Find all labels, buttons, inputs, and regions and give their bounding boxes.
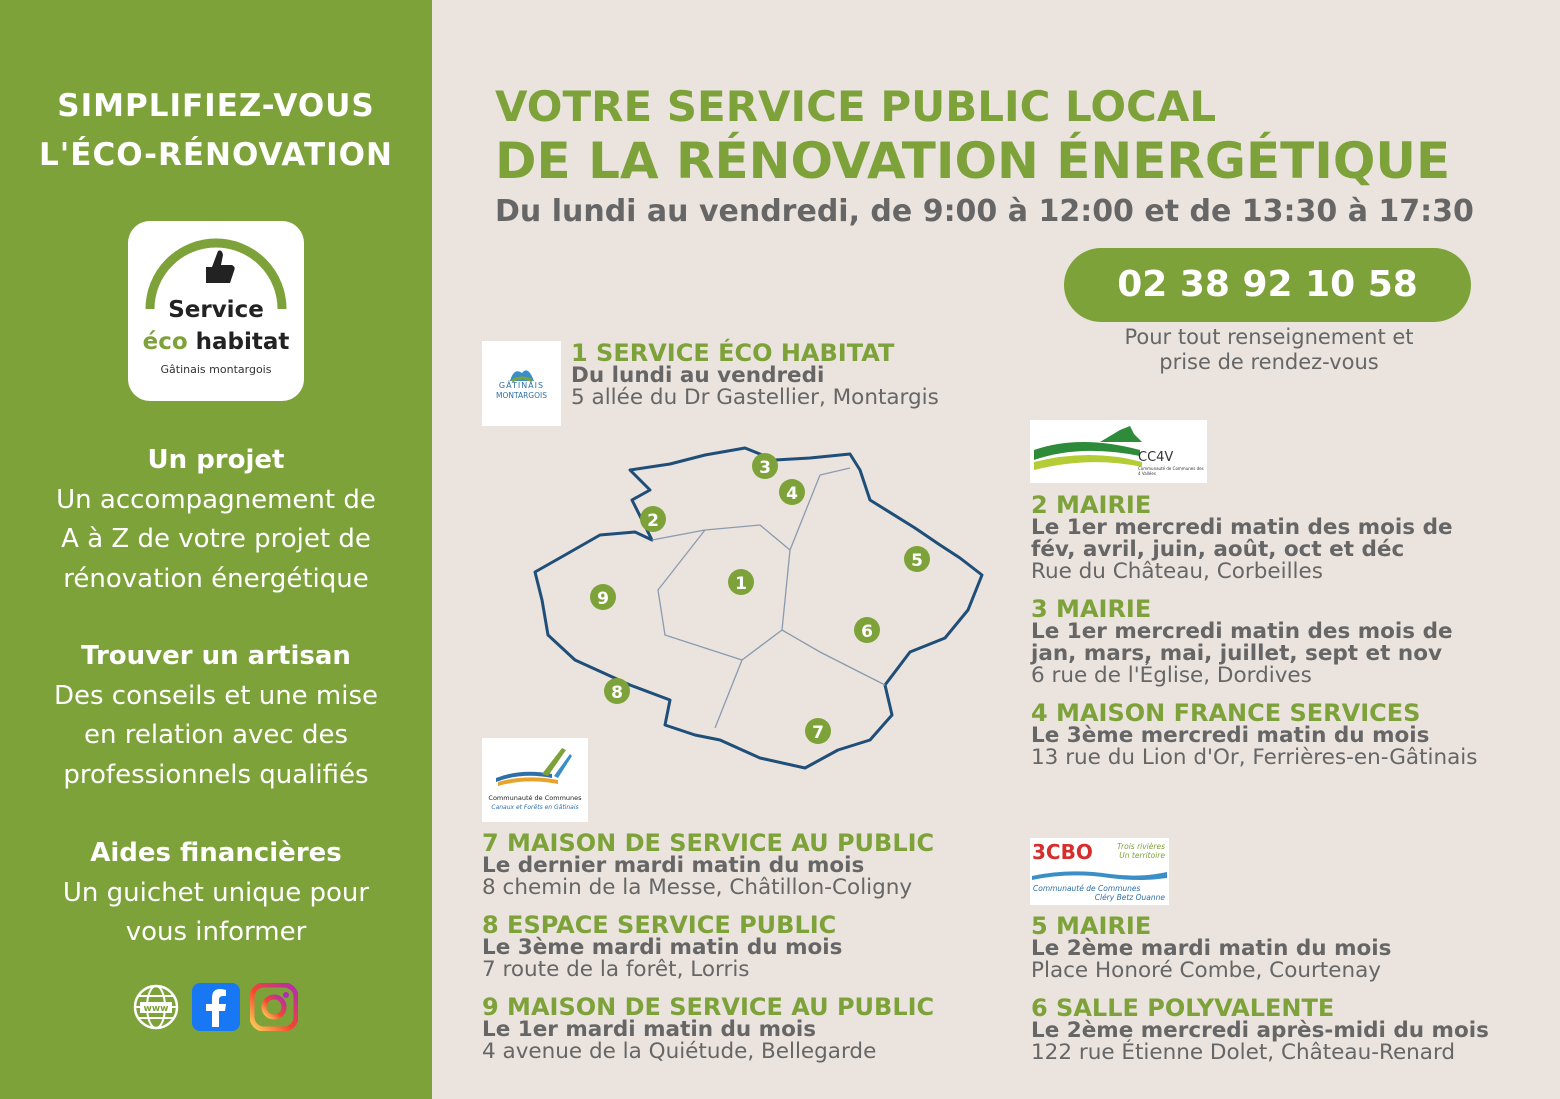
location-title: 4 MAISON FRANCE SERVICES (1031, 699, 1421, 727)
location-schedule: jan, mars, mai, juillet, sept et nov (1031, 641, 1442, 666)
location-3 (1031, 595, 1453, 688)
location-address: 13 rue du Lion d'Or, Ferrières-en-Gâtinais (1031, 745, 1478, 770)
logo-line1: Service (168, 297, 264, 323)
map-marker-8[interactable] (604, 678, 630, 704)
location-schedule: Le 2ème mercredi après-midi du mois (1031, 1018, 1489, 1043)
svg-text:1: 1 (735, 574, 747, 594)
map-marker-9[interactable] (590, 584, 616, 610)
location-schedule: Le 1er mercredi matin des mois de (1031, 515, 1453, 540)
svg-text:www: www (143, 1004, 169, 1014)
page-title-line1: VOTRE SERVICE PUBLIC LOCAL (495, 82, 1217, 131)
facebook-icon[interactable] (192, 983, 240, 1031)
map-marker-1[interactable] (728, 569, 754, 595)
sidebar-block-projet (0, 441, 432, 599)
location-title: 2 MAIRIE (1031, 491, 1152, 519)
location-address: Rue du Château, Corbeilles (1031, 559, 1323, 584)
location-schedule: fév, avril, juin, août, oct et déc (1031, 537, 1405, 562)
location-address: 5 allée du Dr Gastellier, Montargis (571, 385, 939, 410)
location-9 (482, 993, 935, 1064)
block-heading: Un projet (147, 445, 285, 475)
location-5 (1031, 912, 1392, 983)
location-address: 122 rue Étienne Dolet, Château-Renard (1031, 1040, 1456, 1065)
gatinais-line2: MONTARGOIS (495, 391, 547, 400)
logo-line2: éco habitat (142, 329, 290, 355)
location-title: 3 MAIRIE (1031, 595, 1152, 623)
sidebar (0, 0, 432, 1099)
3cbo-logo (1030, 838, 1169, 905)
canaux-line2: Canaux et Forêts en Gâtinais (491, 804, 579, 811)
page-title-line2: DE LA RÉNOVATION ÉNERGÉTIQUE (495, 132, 1451, 190)
3cbo-tag2: Un territoire (1119, 851, 1165, 860)
sidebar-block-artisan (0, 637, 432, 795)
social-links (132, 983, 302, 1031)
opening-hours: Du lundi au vendredi, de 9:00 à 12:00 et de 13:30 à 17:30 (495, 194, 1474, 229)
block-line: vous informer (125, 917, 307, 947)
instagram-icon[interactable] (250, 983, 298, 1031)
sidebar-title-line2: L'ÉCO-RÉNOVATION (39, 137, 393, 173)
location-title: 7 MAISON DE SERVICE AU PUBLIC (482, 829, 935, 857)
location-title: 1 SERVICE ÉCO HABITAT (571, 339, 895, 367)
location-schedule: Le 1er mercredi matin des mois de (1031, 619, 1453, 644)
phone-number-button[interactable]: 02 38 92 10 58 (1064, 248, 1471, 322)
location-address: 6 rue de l'Église, Dordives (1031, 663, 1312, 688)
3cbo-waves-icon (1030, 868, 1169, 882)
svg-text:7: 7 (812, 723, 824, 743)
map-marker-2[interactable] (640, 506, 666, 532)
svg-text:3: 3 (759, 458, 771, 478)
internal-borders (652, 468, 885, 728)
location-7 (482, 829, 935, 900)
location-schedule: Du lundi au vendredi (571, 363, 825, 388)
location-address: 7 route de la forêt, Lorris (482, 957, 750, 982)
logo-line3: Gâtinais montargois (160, 363, 272, 376)
sidebar-block-aides (0, 834, 432, 953)
3cbo-name: 3CBO (1032, 840, 1093, 864)
3cbo-sub1: Communauté de Communes (1033, 884, 1141, 893)
block-line: Des conseils et une mise (53, 680, 379, 711)
block-line: Un guichet unique pour (62, 877, 370, 908)
block-line: en relation avec des (84, 720, 348, 750)
phone-note-line2: prise de rendez-vous (1159, 350, 1379, 374)
3cbo-sub2: Cléry Betz Ouanne (1094, 893, 1165, 902)
location-schedule: Le 3ème mardi matin du mois (482, 935, 843, 960)
map-marker-6[interactable] (854, 617, 880, 643)
location-2 (1031, 491, 1453, 584)
svg-text:5: 5 (911, 551, 923, 571)
location-title: 6 SALLE POLYVALENTE (1031, 994, 1335, 1022)
svg-text:2: 2 (647, 511, 659, 531)
svg-text:6: 6 (861, 622, 873, 642)
location-6 (1031, 994, 1489, 1065)
sidebar-title-line1: SIMPLIFIEZ-VOUS (57, 88, 375, 124)
gatinais-line1: GÂTINAIS (498, 381, 545, 390)
phone-note (1064, 325, 1474, 375)
service-eco-habitat-logo (128, 221, 304, 401)
map-marker-5[interactable] (904, 546, 930, 572)
block-line: A à Z de votre projet de (61, 524, 371, 554)
cc4v-sub: Communauté de Communes des 4 Vallées (1138, 466, 1204, 476)
canaux-line1: Communauté de Communes (488, 794, 582, 802)
svg-text:4: 4 (786, 484, 798, 504)
location-schedule: Le dernier mardi matin du mois (482, 853, 865, 878)
cc4v-name: CC4V (1138, 450, 1174, 465)
map-marker-4[interactable] (779, 479, 805, 505)
location-title: 9 MAISON DE SERVICE AU PUBLIC (482, 993, 935, 1021)
block-heading: Trouver un artisan (81, 641, 351, 671)
gatinais-montargois-logo (482, 341, 561, 426)
location-address: Place Honoré Combe, Courtenay (1031, 958, 1381, 983)
map-marker-7[interactable] (805, 718, 831, 744)
location-schedule: Le 1er mardi matin du mois (482, 1017, 817, 1042)
location-schedule: Le 2ème mardi matin du mois (1031, 936, 1392, 961)
block-line: rénovation énergétique (63, 563, 369, 594)
block-line: Un accompagnement de (56, 484, 376, 515)
location-address: 4 avenue de la Quiétude, Bellegarde (482, 1039, 877, 1064)
phone-note-line1: Pour tout renseignement et (1124, 325, 1414, 349)
3cbo-tagline (1117, 842, 1165, 860)
svg-text:8: 8 (611, 683, 623, 703)
location-4 (1031, 699, 1478, 770)
location-1 (571, 339, 939, 410)
location-title: 5 MAIRIE (1031, 912, 1152, 940)
location-8 (482, 911, 843, 982)
territory-map (520, 440, 990, 770)
www-globe-icon[interactable] (132, 983, 180, 1031)
cc4v-logo (1030, 420, 1207, 483)
block-line: professionnels qualifiés (63, 759, 369, 790)
3cbo-tag1: Trois rivières (1117, 842, 1165, 851)
location-title: 8 ESPACE SERVICE PUBLIC (482, 911, 837, 939)
block-heading: Aides financières (90, 838, 342, 868)
svg-text:9: 9 (597, 589, 609, 609)
location-schedule: Le 3ème mercredi matin du mois (1031, 723, 1430, 748)
location-address: 8 chemin de la Messe, Châtillon-Coligny (482, 875, 913, 900)
map-marker-3[interactable] (752, 453, 778, 479)
